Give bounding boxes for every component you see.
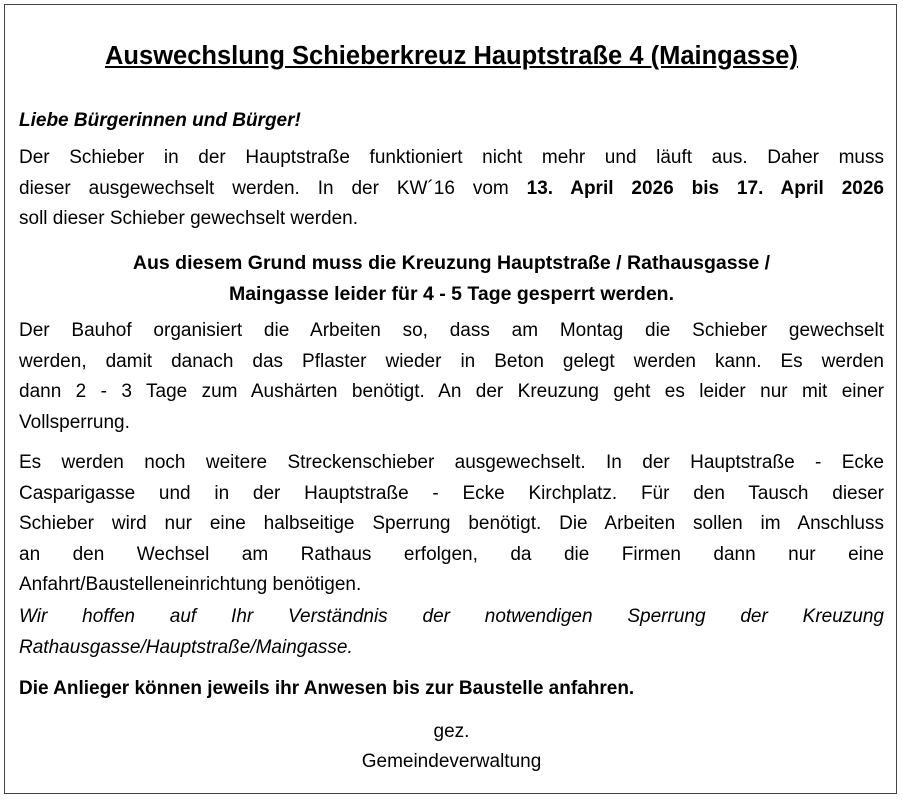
date-range: 13. April 2026 bis 17. April 2026 (526, 177, 884, 199)
paragraph-line: an den Wechsel am Rathaus erfolgen, da die Firmen dann nur eine (19, 543, 884, 565)
paragraph-line: Es werden noch weitere Streckenschieber ausgewechselt. In der Hauptstraße - Ecke (19, 452, 884, 473)
closure-line: Maingasse leider für 4 - 5 Tage gesperrt werden. (228, 283, 675, 305)
paragraph-defect-description (19, 143, 884, 235)
paragraph-line: dann 2 - 3 Tage zum Aushärten benötigt. An der Kreuzung geht es leider nur mit einer (19, 381, 884, 402)
paragraph-line: Der Schieber in der Hauptstraße funktioniert nicht mehr und läuft aus. Daher muss (19, 147, 884, 168)
closure-line: Aus diesem Grund muss die Kreuzung Hauptstraße / Rathausgasse / (132, 252, 771, 274)
paragraph-line: Wir hoffen auf Ihr Verständnis der notwendigen Sperrung der Kreuzung (19, 606, 884, 627)
paragraph-additional-valves (19, 448, 884, 601)
residents-notice: Die Anlieger können jeweils ihr Anwesen bis zur Baustelle anfahren. (19, 678, 635, 699)
signature-signed: gez. (433, 721, 470, 742)
closure-notice (0, 248, 903, 310)
paragraph-line: Rathausgasse/Hauptstraße/Maingasse. (19, 636, 353, 658)
paragraph-line: Casparigasse und in der Hauptstraße - Ecke Kirchplatz. Für den Tausch dieser (19, 482, 884, 504)
paragraph-work-schedule (19, 316, 884, 438)
paragraph-line: werden, damit danach das Pflaster wieder in Beton gelegt werden kann. Es werden (19, 350, 884, 372)
paragraph-line: Der Bauhof organisiert die Arbeiten so, dass am Montag die Schieber gewechselt (19, 320, 884, 341)
signature-sender: Gemeindeverwaltung (361, 751, 542, 772)
notice-title: Auswechslung Schieberkreuz Hauptstraße 4 (Maingasse) (105, 42, 798, 70)
greeting: Liebe Bürgerinnen und Bürger! (19, 110, 301, 131)
paragraph-text: dieser ausgewechselt werden. In der KW´16 vom (19, 177, 527, 199)
paragraph-line: Anfahrt/Baustelleneinrichtung benötigen. (19, 574, 362, 595)
paragraph-line: Vollsperrung. (19, 411, 130, 433)
signature-block (0, 717, 903, 777)
paragraph-line-with-dates (19, 174, 884, 205)
paragraph-understanding (19, 602, 884, 663)
paragraph-line: Schieber wird nur eine halbseitige Sperrung benötigt. Die Arbeiten sollen im Anschluss (19, 513, 884, 534)
paragraph-line: soll dieser Schieber gewechselt werden. (19, 208, 359, 229)
